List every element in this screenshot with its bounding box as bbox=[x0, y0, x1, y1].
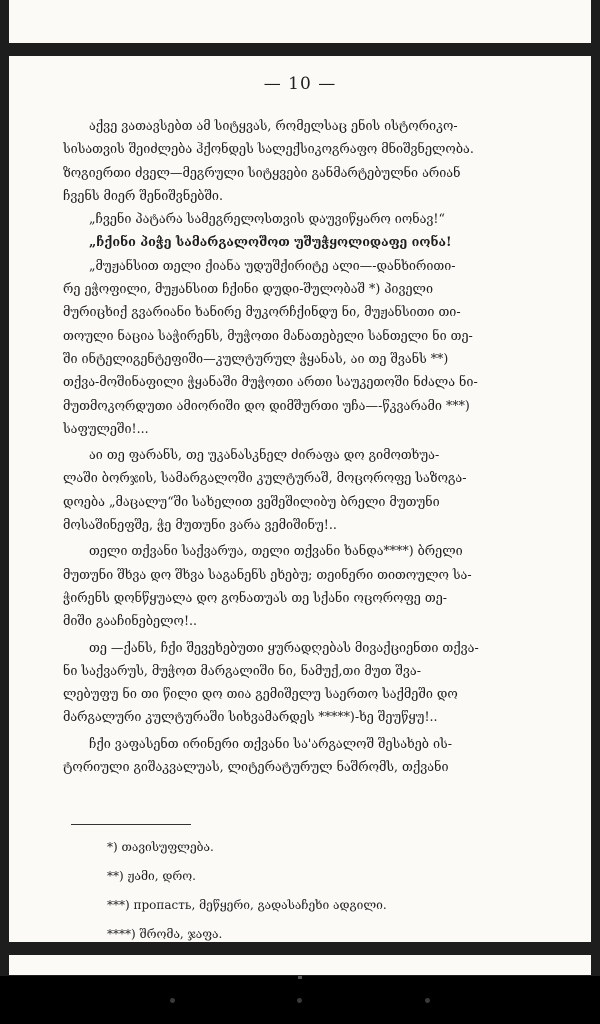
text-line: მიში გააჩინებელო!.. bbox=[63, 613, 198, 629]
text-line: საფულეში!... bbox=[63, 420, 149, 436]
page-number: — 10 — bbox=[263, 74, 337, 94]
current-page bbox=[9, 56, 591, 942]
paragraph bbox=[63, 636, 549, 729]
page-body bbox=[63, 114, 549, 778]
system-nav-bar bbox=[0, 976, 600, 1024]
text-line: ნი საქვარუს, მუჭოთ მარგალიში ნი, ნამუქ,თი მუთ შვა- bbox=[63, 662, 421, 678]
text-line: მარგალური კულტურაში სიხვამარდეს *****)-ხე შეუწყუ!.. bbox=[63, 709, 438, 725]
home-nav-icon[interactable] bbox=[297, 998, 302, 1003]
next-page bbox=[9, 955, 591, 975]
text-line: თე —ქანს, ჩქი შევეხებუთი ყურადღებას მივაქციენთი თქვა- bbox=[89, 639, 479, 655]
text-line: ტორიული გიშაკვალუას, ლიტერატურულ ნაშრომს, თქვანი bbox=[63, 759, 449, 775]
text-line: რე ეჭოფილი, მუჟანსით ჩქინი დუდი-შულობაშ *) პიველი bbox=[63, 281, 434, 297]
text-line: მურიცხიქ გვარიანი ხანირე მუკორჩქინდუ ნი, მუჟანსითი თი- bbox=[63, 304, 461, 320]
paragraph bbox=[63, 254, 549, 440]
recents-nav-icon[interactable] bbox=[425, 998, 430, 1003]
paragraph bbox=[63, 114, 549, 207]
text-line: „ჩვენი პატარა სამეგრელოსთვის დაუვიწყარო იონავ!“ bbox=[89, 211, 445, 227]
text-line: თოული ნაცია საჭირენს, მუჭოთი მანათებელი სანთელი ნი თე- bbox=[63, 327, 473, 343]
paragraph bbox=[63, 539, 549, 632]
text-line: ლებუფუ ნი თი წილი დო თია გემიშელუ საერთო საქმეში დო bbox=[63, 686, 458, 702]
text-line: „მუჟანსით თელი ქიანა უდუშქირიტე ალი—-დანხირითი- bbox=[89, 257, 456, 273]
text-line: ლაში ბორჯის, სამარგალოში კულტურაშ, მოცოროფე საზოგა- bbox=[63, 470, 467, 486]
footnote: **) ჟამი, დრო. bbox=[107, 869, 196, 883]
paragraph bbox=[63, 732, 549, 779]
previous-page bbox=[9, 0, 591, 43]
text-line: ში ინტელიგენტეფიში—კულტურულ ჭყანას, აი თე შვანს **) bbox=[63, 350, 449, 366]
paragraph bbox=[63, 207, 549, 254]
text-line: სისათვის შეიძლება ჰქონდეს სალექსიკოგრაფო მნიშვნელობა. bbox=[63, 141, 474, 157]
footnote: *) თავისუფლება. bbox=[107, 840, 214, 854]
text-line: ზოგიერთი ძველ—მეგრული სიტყვები განმარტებულნი არიან bbox=[63, 164, 461, 180]
text-line: ჩქი ვაფასენთ ირინერი თქვანი სა'არგალოშ შესახებ ის- bbox=[89, 735, 452, 751]
text-line: თქვა-მოშინაფილი ჭყანაში მუჭოთი ართი საუკეთოში ნძალა ნი- bbox=[63, 374, 478, 390]
footnote-divider bbox=[71, 824, 191, 825]
text-line: დოება „მაცალუ“ში სახელით ვეშეშილიბუ ბრელი მუთუნი bbox=[63, 493, 440, 509]
paragraph bbox=[63, 443, 549, 536]
text-line: აი თე ფარანს, თე უკანასკნელ ძირაფა დო გიმოთხუა- bbox=[89, 447, 440, 463]
text-line: ჩვენს მიერ შენიშვნებში. bbox=[63, 187, 223, 203]
text-line: მოსაშინეფშე, ჭე მუთუნი ვარა ვემიშინუ!.. bbox=[63, 517, 337, 533]
text-line: მუთუნი შხვა დო შხვა საგანენს ეხებუ; თეინერი თითოულო სა- bbox=[63, 566, 472, 582]
nav-handle bbox=[298, 976, 302, 979]
text-line: „ჩქინი პიჭე სამარგალოშოთ უშუჭყოლიდაფე იონა! bbox=[89, 234, 452, 250]
text-line: აქვე ვათავსებთ ამ სიტყვას, რომელსაც ენის ისტორიკო- bbox=[89, 118, 458, 133]
text-line: თელი თქვანი საქვარუა, თელი თქვანი ხანდა****) ბრელი bbox=[89, 543, 463, 559]
text-line: ჭირენს დონწყუალა დო გონათუას თე სქანი ოცოროფე თე- bbox=[63, 589, 448, 605]
footnote: ***) пропасть, მეწყერი, გადასაჩეხი ადგილი. bbox=[107, 898, 387, 912]
footnote: ****) შრომა, ჯაფა. bbox=[107, 927, 223, 941]
text-line: მუთმოკორდუთი ამიორიში დო დიმშურთი უჩა—-წკვარამი ***) bbox=[63, 397, 470, 413]
back-nav-icon[interactable] bbox=[170, 998, 175, 1003]
